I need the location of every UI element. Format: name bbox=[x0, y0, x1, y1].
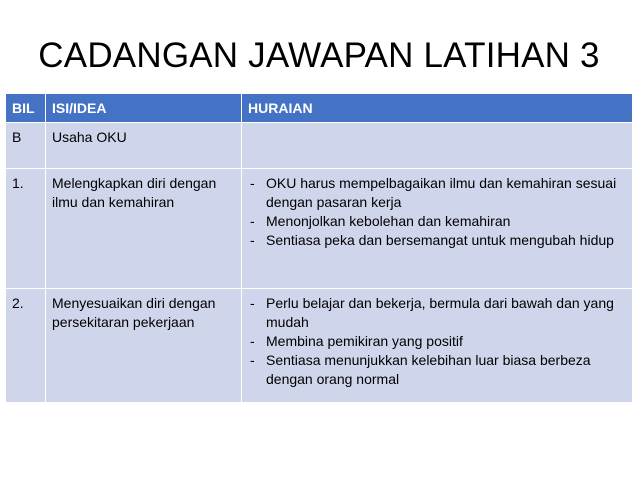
table-row bbox=[6, 123, 633, 169]
table-row bbox=[6, 169, 633, 289]
huraian-list bbox=[248, 174, 626, 250]
row-idea: Menyesuaikan diri dengan persekitaran pekerjaan bbox=[46, 289, 242, 403]
huraian-item: - Sentiasa peka dan bersemangat untuk mengubah hidup bbox=[248, 231, 626, 250]
table-row bbox=[6, 289, 633, 403]
huraian-item: - Membina pemikiran yang positif bbox=[248, 332, 626, 351]
huraian-item: - Menonjolkan kebolehan dan kemahiran bbox=[248, 212, 626, 231]
huraian-list bbox=[248, 294, 626, 389]
table-header-row bbox=[6, 94, 633, 123]
row-huraian bbox=[242, 169, 633, 289]
row-bil: 1. bbox=[6, 169, 46, 289]
row-huraian bbox=[242, 289, 633, 403]
answer-table bbox=[5, 93, 633, 403]
section-idea: Usaha OKU bbox=[46, 123, 242, 169]
header-bil: BIL bbox=[6, 94, 46, 123]
huraian-item: - OKU harus mempelbagaikan ilmu dan kemahiran sesuai dengan pasaran kerja bbox=[248, 174, 626, 212]
section-bil: B bbox=[6, 123, 46, 169]
row-bil: 2. bbox=[6, 289, 46, 403]
huraian-item: - Sentiasa menunjukkan kelebihan luar biasa berbeza dengan orang normal bbox=[248, 351, 626, 389]
section-huraian bbox=[242, 123, 633, 169]
header-isi-idea: ISI/IDEA bbox=[46, 94, 242, 123]
header-huraian: HURAIAN bbox=[242, 94, 633, 123]
slide-title: CADANGAN JAWAPAN LATIHAN 3 bbox=[38, 36, 600, 75]
row-idea: Melengkapkan diri dengan ilmu dan kemahiran bbox=[46, 169, 242, 289]
huraian-item: - Perlu belajar dan bekerja, bermula dari bawah dan yang mudah bbox=[248, 294, 626, 332]
